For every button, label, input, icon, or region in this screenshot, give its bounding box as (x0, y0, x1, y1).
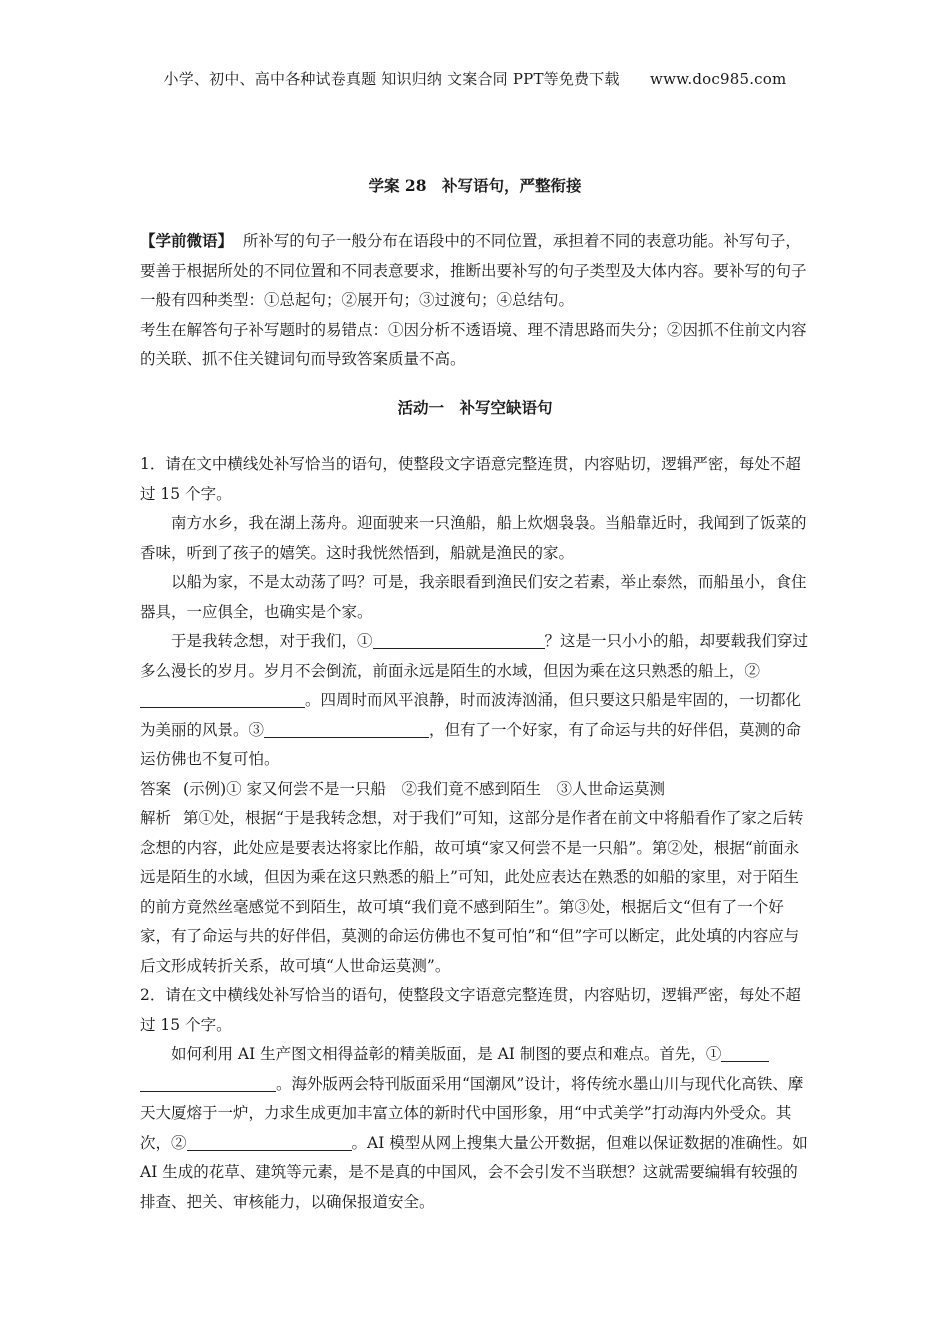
q1-answer (140, 775, 812, 805)
page-title: 学案 28 补写语句，严整衔接 (368, 176, 582, 195)
question-section (140, 450, 812, 1217)
blank-2[interactable] (187, 1132, 352, 1151)
question-2-stem: 2．请在文中横线处补写恰当的语句，使整段文字语意完整连贯，内容贴切，逻辑严密，每处不超过 15 个字。 (140, 986, 801, 1034)
blank-2[interactable] (140, 689, 305, 708)
q1-text-segment: 。四周时而风平浪静，时而波涛汹涌，但只要这只船是牢固的，一切都化为美丽的风景。③ (140, 691, 802, 739)
intro-tag: 【学前微语】 (140, 231, 234, 250)
q1-text-segment: ，但有了一个好家，有了命运与共的好伴侣，莫测的命运仿佛也不复可怕。 (140, 720, 802, 768)
intro-text: 所补写的句子一般分布在语段中的不同位置，承担着不同的表意功能。补写句子，要善于根据所处的不同位置和不同表意要求，推断出要补写的句子类型及大体内容。要补写的句子一般有四种类型：①总起句；②展开句；③过渡句；④总结句。 (140, 232, 807, 309)
activity-heading: 活动一 补写空缺语句 (397, 398, 553, 417)
q1-analysis (140, 804, 812, 981)
q1-passage-para-3 (140, 627, 812, 775)
intro-paragraph-2: 考生在解答句子补写题时的易错点：①因分析不透语境、理不清思路而失分；②因抓不住前文内容的关联、抓不住关键词句而导致答案质量不高。 (140, 320, 807, 368)
analysis-text: 第①处，根据“于是我转念想，对于我们”可知，这部分是作者在前文中将船看作了家之后转念想的内容，此处应是要表达将家比作船，故可填“家又何尝不是一只船”。第②处，根据“前面永远是陌生的水域，但因为乘在这只熟悉的船上”可知，此处应表达在熟悉的如船的家里，对于陌生的前方竟然丝毫感觉不到陌生，故可填“我们竟不感到陌生”。第③处，根据后文“但有了一个好家，有了命运与共的好伴侣，莫测的命运仿佛也不复可怕”和“但”字可以断定，此处填的内容应与后文形成转折关系，故可填“人世命运莫测”。 (140, 809, 804, 975)
blank-1[interactable] (721, 1043, 769, 1062)
q1-passage-para-1: 南方水乡，我在湖上荡舟。迎面驶来一只渔船，船上炊烟袅袅。当船靠近时，我闻到了饭菜的香味，听到了孩子的嬉笑。这时我恍然悟到，船就是渔民的家。 (140, 514, 807, 562)
q2-passage (140, 1040, 812, 1217)
blank-3[interactable] (264, 719, 429, 738)
intro-paragraph (140, 226, 812, 316)
q2-text-segment: 如何利用 AI 生产图文相得益彰的精美版面，是 AI 制图的要点和难点。首先，① (171, 1045, 722, 1063)
q1-text-segment: 于是我转念想，对于我们，① (171, 632, 373, 650)
question-1-stem: 1．请在文中横线处补写恰当的语句，使整段文字语意完整连贯，内容贴切，逻辑严密，每处不超过 15 个字。 (140, 455, 801, 503)
q1-passage-para-2: 以船为家，不是太动荡了吗？可是，我亲眼看到渔民们安之若素，举止泰然，而船虽小，食住器具，一应俱全，也确实是个家。 (140, 573, 807, 621)
intro-section (140, 226, 812, 375)
blank-1-continued[interactable] (140, 1073, 276, 1092)
blank-1[interactable] (373, 630, 545, 649)
q1-text-segment: ？这是一只小小的船，却要载我们穿过多么漫长的岁月。岁月不会倒流，前面永远是陌生的水域，但因为乘在这只熟悉的船上，② (140, 632, 809, 680)
page-header: 小学、初中、高中各种试卷真题 知识归纳 文案合同 PPT等免费下载 www.doc985.com (163, 70, 787, 88)
answer-label: 答案 (140, 779, 172, 798)
analysis-label: 解析 (140, 809, 172, 827)
answer-text: (示例)① 家又何尝不是一只船 ②我们竟不感到陌生 ③人世命运莫测 (183, 779, 666, 798)
q2-text-segment: 。海外版两会特刊版面采用“国潮风”设计，将传统水墨山川与现代化高铁、摩天大厦熔于一炉，力求生成更加丰富立体的新时代中国形象，用“中式美学”打动海内外受众。其次，② (140, 1074, 804, 1152)
q2-text-segment: 。AI 模型从网上搜集大量公开数据，但难以保证数据的准确性。如 AI 生成的花草、建筑等元素，是不是真的中国风，会不会引发不当联想？这就需要编辑有较强的排查、把关、审核能力，以确保报道安全。 (140, 1133, 808, 1211)
